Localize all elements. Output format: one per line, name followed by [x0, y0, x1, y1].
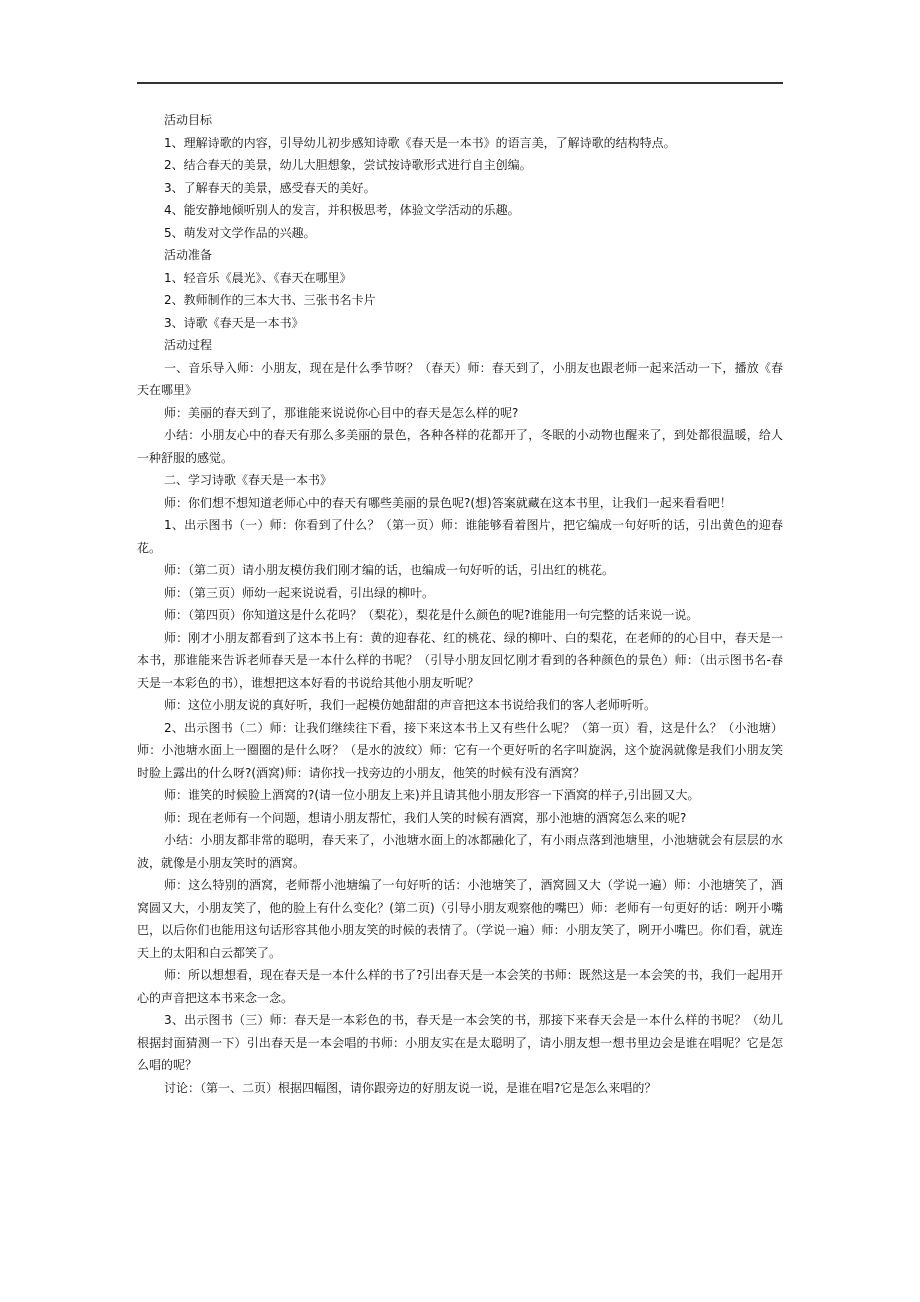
paragraph: 师：现在老师有一个问题，想请小朋友帮忙，我们人笑的时候有酒窝，那小池塘的酒窝怎么来的呢?: [164, 810, 687, 825]
paragraph: 讨论：（第一、二页）根据四幅图，请你跟旁边的好朋友说一说，是谁在唱?它是怎么来唱的？: [164, 1080, 657, 1095]
paragraph: 师：美丽的春天到了，那谁能来说说你心目中的春天是怎么样的呢?: [164, 405, 519, 420]
paragraph: 小结：小朋友心中的春天有那么多美丽的景色，各种各样的花都开了，冬眠的小动物也醒来了，到处都很温暖，给人一种舒服的感觉。: [137, 428, 783, 465]
paragraph: 4、能安静地倾听别人的发言，并积极思考，体验文学活动的乐趣。: [164, 203, 520, 217]
paragraph: 师：这么特别的酒窝，老师帮小池塘编了一句好听的话：小池塘笑了，酒窝圆又大（学说一遍）师：小池塘笑了，酒窝圆又大，小朋友笑了，他的脸上有什么变化？(第二页)（引导小朋友观察他的嘴巴）师：老师有一句更好的话：咧开小嘴巴，以后你们也能用这句话形容其他小朋友笑的时候的表情了。（学说一遍）师：小朋友笑了，咧开小嘴巴。你们看，就连天上的太阳和白云都笑了。: [137, 878, 783, 960]
document-body: [137, 109, 783, 1099]
paragraph: 师：所以想想看，现在春天是一本什么样的书了?引出春天是一本会笑的书师：既然这是一本会笑的书，我们一起用开心的声音把这本书来念一念。: [137, 968, 783, 1005]
paragraph: 活动过程: [164, 338, 213, 352]
paragraph: 师：（第二页）请小朋友模仿我们刚才编的话，也编成一句好听的话，引出红的桃花。: [164, 563, 615, 577]
paragraph: 小结：小朋友都非常的聪明，春天来了，小池塘水面上的冰都融化了，有小雨点落到池塘里，小池塘就会有层层的水波，就像是小朋友笑时的酒窝。: [137, 833, 783, 870]
paragraph: 3、了解春天的美景，感受春天的美好。: [164, 180, 376, 195]
paragraph: 5、萌发对文学作品的兴趣。: [164, 225, 316, 240]
paragraph: 二、学习诗歌《春天是一本书》: [164, 473, 333, 487]
paragraph: 1、出示图书（一）师：你看到了什么？（第一页）师：谁能够看着图片，把它编成一句好听的话，引出黄色的迎春花。: [137, 518, 783, 555]
paragraph: 2、结合春天的美景，幼儿大胆想象，尝试按诗歌形式进行自主创编。: [164, 158, 532, 172]
paragraph: 师：刚才小朋友都看到了这本书上有：黄的迎春花、红的桃花、绿的柳叶、白的梨花，在老师的的心目中，春天是一本书，那谁能来告诉老师春天是一本什么样的书呢？（引导小朋友回忆刚才看到的各种颜色的景色）师：（出示图书名-春天是一本彩色的书），谁想把这本好看的书说给其他小朋友听呢？: [137, 630, 783, 690]
paragraph: 3、出示图书（三）师：春天是一本彩色的书，春天是一本会笑的书，那接下来春天会是一本什么样的书呢？（幼儿根据封面猜测一下）引出春天是一本会唱的书师：小朋友实在是太聪明了，请小朋友想一想书里边会是谁在唱呢？它是怎么唱的呢？: [137, 1013, 783, 1072]
paragraph: 师：你们想不想知道老师心中的春天有哪些美丽的景色呢?(想)答案就藏在这本书里，让我们一起来看看吧！: [164, 495, 732, 510]
paragraph: 2、出示图书（二）师：让我们继续往下看，接下来这本书上又有些什么呢？（第一页）看，这是什么？（小池塘）师：小池塘水面上一圈圈的是什么呀？（是水的波纹）师：它有一个更好听的名字叫旋涡，这个旋涡就像是我们小朋友笑时脸上露出的什么呀?(酒窝)师：请你找一找旁边的小朋友，他笑的时候有没有酒窝？: [137, 720, 783, 780]
header-rule: [137, 82, 783, 84]
paragraph: 师：（第三页）师幼一起来说说看，引出绿的柳叶。: [164, 585, 435, 600]
paragraph: 1、轻音乐《晨光》、《春天在哪里》: [164, 270, 352, 285]
paragraph: 一、音乐导入师：小朋友，现在是什么季节呀？（春天）师：春天到了，小朋友也跟老师一起来活动一下，播放《春天在哪里》: [137, 360, 783, 397]
paragraph: 师：（第四页）你知道这是什么花吗？（梨花），梨花是什么颜色的呢?谁能用一句完整的话来说一说。: [164, 608, 699, 622]
paragraph: 2、教师制作的三本大书、三张书名卡片: [164, 293, 376, 307]
paragraph: 活动准备: [164, 248, 213, 262]
paragraph: 活动目标: [164, 113, 213, 127]
paragraph: 师：谁笑的时候脸上酒窝的?(请一位小朋友上来)并且请其他小朋友形容一下酒窝的样子,引出圆又大。: [164, 788, 700, 802]
paragraph: 1、理解诗歌的内容，引导幼儿初步感知诗歌《春天是一本书》的语言美，了解诗歌的结构特点。: [164, 135, 676, 150]
paragraph: 师：这位小朋友说的真好听，我们一起模仿她甜甜的声音把这本书说给我们的客人老师听听。: [164, 698, 657, 712]
paragraph: 3、诗歌《春天是一本书》: [164, 315, 304, 330]
